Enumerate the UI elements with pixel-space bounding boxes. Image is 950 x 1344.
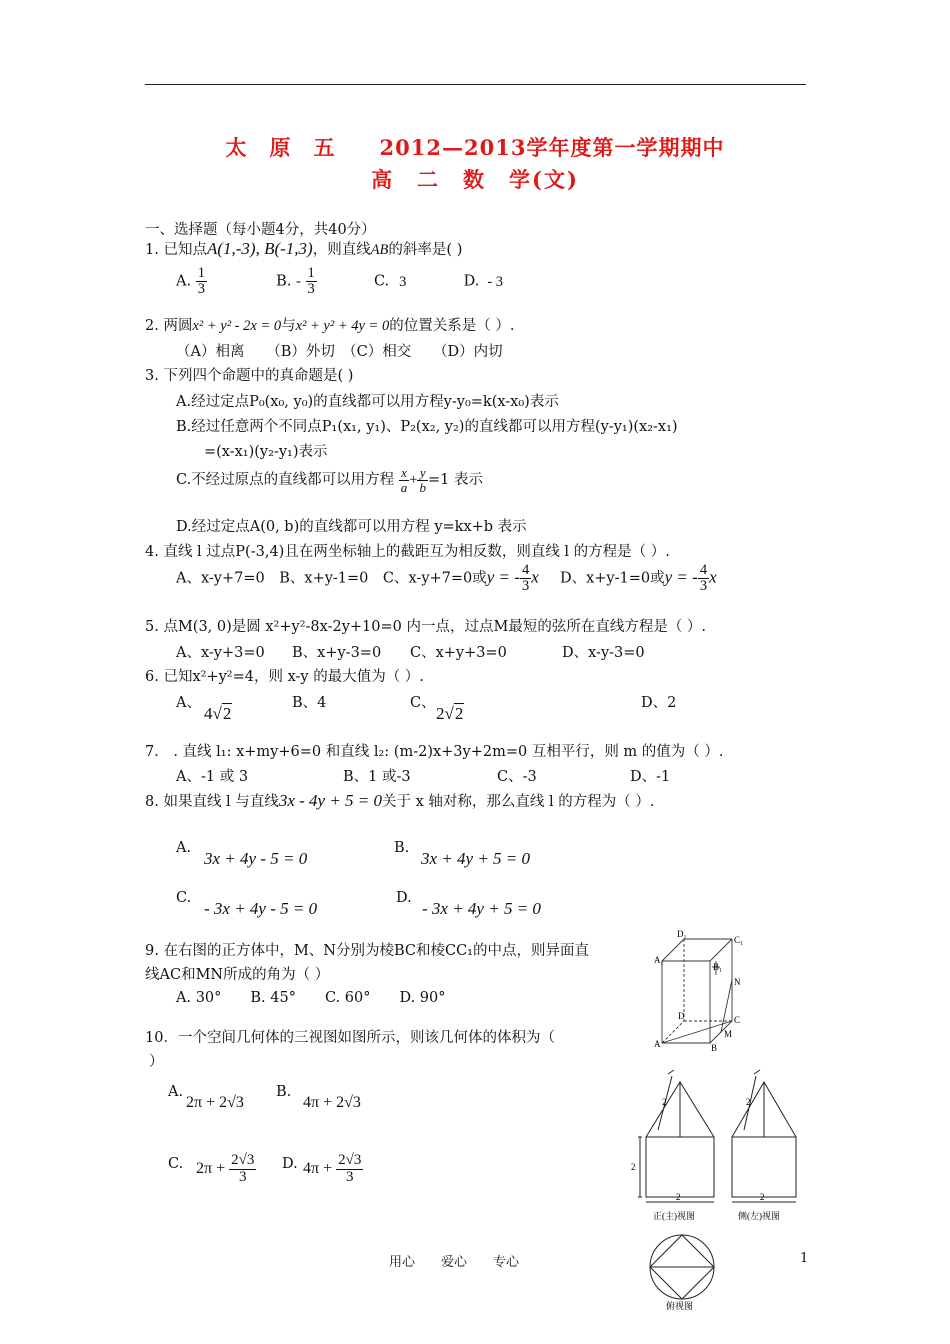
q5-option-c: C、x+y+3=0 — [410, 645, 507, 661]
question-1: 1. 已知点A(1,-3), B(-1,3)，则直线AB的斜率是( ) — [145, 239, 463, 258]
three-views-figure — [628, 1062, 808, 1310]
q3-option-b-line2: =(x-x₁)(y₂-y₁)表示 — [204, 444, 328, 460]
q10-option-c-label: C. — [168, 1156, 184, 1172]
question-10-line1: 10．一个空间几何体的三视图如图所示，则该几何体的体积为（ — [145, 1030, 555, 1046]
question-4: 4. 直线 l 过点P(-3,4)且在两坐标轴上的截距互为相反数，则直线 l 的方程是（ ）. — [145, 544, 670, 560]
label-m: M — [724, 1029, 733, 1039]
label-a1: A₁ — [654, 955, 664, 965]
top-view-caption: 俯视图 — [666, 1301, 694, 1310]
q5-option-a: A、x-y+3=0 — [176, 645, 265, 661]
q10-option-d: 4π + $\frac{2√3}{3}$ — [303, 1152, 362, 1185]
q7-option-c: C、-3 — [497, 769, 537, 785]
label-a: A — [654, 1039, 661, 1049]
side-view-caption: 侧(左)视图 — [738, 1211, 780, 1221]
q10-option-d-label: D. — [282, 1156, 298, 1172]
q8-option-b: 3x + 4y + 5 = 0 — [421, 849, 531, 868]
label-n: N — [734, 977, 741, 987]
q10-option-b-label: B. — [276, 1084, 292, 1100]
q8-option-d-label: D. — [396, 890, 412, 906]
question-3: 3. 下列四个命题中的真命题是( ) — [145, 368, 354, 384]
q6-option-b: B、4 — [292, 695, 327, 711]
q3-option-b-line1: B.经过任意两个不同点P₁(x₁, y₁)、P₂(x₂, y₂)的直线都可以用方程(y-y₁)(x₂-x₁) — [176, 419, 678, 435]
question-9-line2: 线AC和MN所成的角为（ ） — [145, 967, 330, 983]
q8-option-d: - 3x + 4y + 5 = 0 — [422, 899, 541, 918]
q10-option-b: 4π + 2√3 — [303, 1094, 361, 1111]
q10-option-a: 2π + 2√3 — [186, 1094, 244, 1111]
q5-option-d: D、x-y-3=0 — [562, 645, 645, 661]
question-7: 7． . 直线 l₁: x+my+6=0 和直线 l₂: (m-2)x+3y+2m=0 互相平行，则 m 的值为（ ）. — [145, 744, 724, 760]
question-6: 6. 已知x²+y²=4，则 x-y 的最大值为（ ）. — [145, 669, 424, 685]
q8-option-b-label: B. — [394, 840, 410, 856]
q7-option-b: B、1 或-3 — [343, 769, 411, 785]
q6-option-c-label: C、 — [410, 695, 436, 711]
page-footer: 用心 爱心 专心 — [389, 1255, 520, 1270]
q10-option-c: 2π + $\frac{2√3}{3}$ — [196, 1152, 255, 1185]
question-2: 2. 两圆x² + y² - 2x = 0与x² + y² + 4y = 0的位置关系是（ ）. — [145, 318, 515, 334]
section-heading: 一、选择题（每小题4分，共40分） — [145, 222, 376, 238]
q8-option-a-label: A. — [176, 840, 192, 856]
header-rule — [145, 84, 806, 85]
question-8: 8. 如果直线 l 与直线3x - 4y + 5 = 0关于 x 轴对称，那么直线 l 的方程为（ ）. — [145, 791, 655, 810]
q8-option-c-label: C. — [176, 890, 192, 906]
q7-option-d: D、-1 — [630, 769, 671, 785]
dim-side-slant: 2 — [746, 1097, 751, 1107]
front-view-caption: 正(主)视图 — [653, 1211, 695, 1221]
q3-option-d: D.经过定点A(0, b)的直线都可以用方程 y=kx+b 表示 — [176, 519, 527, 535]
q3-option-a: A.经过定点P₀(x₀, y₀)的直线都可以用方程y-y₀=k(x-x₀)表示 — [176, 394, 559, 410]
dim-front-slant: 2 — [662, 1097, 667, 1107]
question-9-line1: 9. 在右图的正方体中，M、N分别为棱BC和棱CC₁的中点，则异面直 — [145, 943, 589, 959]
label-b: B — [711, 1043, 718, 1053]
label-d: D — [678, 1011, 685, 1021]
page-number: 1 — [800, 1251, 809, 1266]
q9-options: A. 30° B. 45° C. 60° D. 90° — [176, 990, 446, 1006]
q8-option-a: 3x + 4y - 5 = 0 — [204, 849, 308, 868]
q1-options: A. $\frac{1}{3}$ B. - $\frac{1}{3}$ C. 3 D. - 3 — [176, 265, 504, 298]
q6-option-c: 2√2 — [436, 704, 464, 723]
q6-option-d: D、2 — [641, 695, 677, 711]
q6-option-a-label: A、 — [176, 695, 201, 711]
label-c: C — [734, 1015, 741, 1025]
exam-title: 太 原 五 2012—2013学年度第一学期期中 — [225, 135, 725, 160]
q7-option-a: A、-1 或 3 — [176, 769, 249, 785]
cube-figure — [650, 925, 750, 1055]
front-view-square — [646, 1137, 714, 1197]
dim-side-width: 2 — [760, 1192, 765, 1202]
dim-front-width: 2 — [676, 1192, 681, 1202]
exam-subtitle: 高 二 数 学(文) — [371, 167, 579, 192]
question-10-line2: ） — [149, 1054, 164, 1070]
q2-options: （A）相离 （B）外切 （C）相交 （D）内切 — [176, 344, 503, 360]
side-view-square — [732, 1137, 796, 1197]
q4-options: A、x-y+7=0 B、x+y-1=0 C、x-y+7=0或y = - $\frac{4}{3}$ x D、x+y-1=0或y = - $\frac{4}{3}$ x — [176, 562, 717, 595]
q3-option-c: C.不经过原点的直线都可以用方程 $\frac{x}{a}$ + $\frac{y}{b}$ =1 表示 — [176, 465, 483, 495]
q5-option-b: B、x+y-3=0 — [292, 645, 382, 661]
question-5: 5. 点M(3, 0)是圆 x²+y²-8x-2y+10=0 内一点，过点M最短的弦所在直线方程是（ ）. — [145, 619, 707, 635]
q10-option-a-label: A. — [168, 1084, 184, 1100]
label-c1: C₁ — [734, 935, 744, 945]
label-b1: B₁ — [713, 962, 723, 972]
dim-front-height: 2 — [631, 1162, 636, 1172]
q8-option-c: - 3x + 4y - 5 = 0 — [204, 899, 318, 918]
label-d1: D₁ — [677, 929, 687, 939]
q6-option-a: 4√2 — [204, 704, 232, 723]
